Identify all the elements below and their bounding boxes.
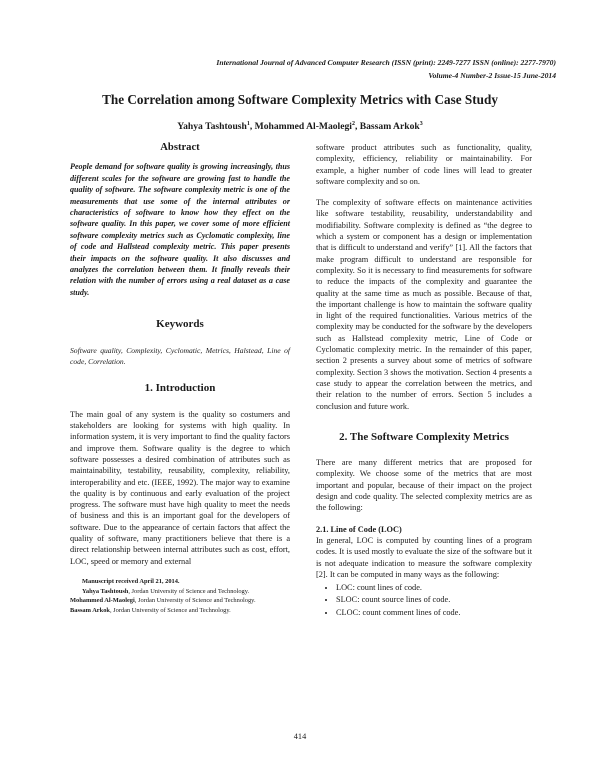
paper-title: The Correlation among Software Complexity Metrics with Case Study	[102, 92, 498, 107]
left-column	[70, 142, 290, 616]
keywords-heading: Keywords	[156, 318, 204, 331]
footnote-author-name: Bassam Arkok	[70, 606, 110, 614]
introduction-heading: 1. Introduction	[144, 382, 216, 395]
footnote-affiliation: , Jordan University of Science and Technology.	[128, 587, 250, 595]
author-affiliation-mark: 1	[246, 121, 250, 127]
footnote-affiliation: , Jordan University of Science and Technology.	[109, 606, 231, 614]
right-column	[316, 142, 532, 619]
keywords-text: Software quality, Complexity, Cyclomatic, Metrics, Halstead, Line of code, Correlation.	[70, 346, 290, 367]
list-item: • LOC: count lines of code.	[336, 582, 532, 593]
author-affiliation-mark: 2	[351, 121, 355, 127]
subsection-heading: 2.1. Line of Code (LOC)	[316, 524, 402, 534]
footnotes	[70, 578, 290, 615]
list-item: • SLOC: count source lines of code.	[336, 594, 532, 605]
abstract-text: People demand for software quality is growing increasingly, thus different scales for the software are growing fast to handle the quality of software. The software complexity metric is one of the measurements that use some of the internal attributes or characteristics of software to know how they effect on the software quality. In this paper, we cover some of more efficient software complexity metrics such as Cyclomatic complexity, line of code and Hallstead complexity metric. This paper presents their impacts on the software quality. It also discusses and analyzes the correlation between them. It finally reveals their relation with the number of errors using a real dataset as a case study.	[70, 162, 290, 297]
author-affiliation-mark: 3	[419, 121, 423, 127]
body-paragraph: The complexity of software effects on maintenance activities like software testability, reusability, understandability and modifiability. Software complexity is defined as “the degree to which a system or component has a design or implementation that is difficult to understand and verify” [1]. All the factors that make program difficult to understand are responsible for complexity. So it is necessary to find measurements for software to reduce the impacts of the complexity and guarantee the quality at the same time as much as possible. Because of that, the important challenge is how to maintain the software quality in light of the required functionalities. Various metrics of the complexity may be conducted for the software by the developers such as Hallstead complexity metric, Line of Code or Cyclomatic complexity metric. In the remainder of this paper, section 2 presents a survey about some of metrics of software complexity. Section 3 shows the motivation. Section 4 presents a case study to appear the correlation between the metrics, and their relation to the number of errors. Section 5 includes a conclusion and future work.	[316, 198, 532, 411]
body-paragraph: In general, LOC is computed by counting lines of a program codes. It is used mostly to evaluate the size of the software but it is not adequate indication to measure the software complexity [2]. It can be computed in many ways as the following:	[316, 535, 532, 579]
list-item: • CLOC: count comment lines of code.	[336, 607, 532, 618]
author-name: Bassam Arkok	[359, 121, 420, 133]
author-list: Yahya Tashtoush$^1$, Mohammed Al-Maolegi$^2$, Bassam Arkok$^3$	[177, 121, 423, 133]
abstract-heading: Abstract	[160, 142, 200, 153]
metric-list	[316, 582, 532, 618]
introduction-text: The main goal of any system is the quality so costumers and stakeholders are looking for systems with high quality. In information system, it is very important to find the quality factors and improve them. Software quality is the degree to which software possesses a desired combination of attributes such as maintainability, testability, reusability, complexity, reliability, interoperability and etc. (IEEE, 1992). The major way to examine the quality is by continuous and early evaluation of the project progress. The software must have high quality to meet the needs of business and this is an important goal for the developers of software. Due to the appearance of certain factors that affect the quality of software, many practitioners believe that there is a direct relationship between internal attributes such as cost, effort, LOC, speed or memory and external	[70, 409, 290, 566]
footnote-author-name: Yahya Tashtoush	[82, 587, 129, 595]
footnote-author-name: Mohammed Al-Maolegi	[70, 597, 135, 605]
body-paragraph: software product attributes such as functionality, quality, complexity, efficiency, reliability or maintainability. For example, a higher number of code lines will lead to greater software complexity and so on.	[316, 143, 532, 186]
journal-issn-line: International Journal of Advanced Computer Research (ISSN (print): 2249-7277 ISSN (online): 2277-7970)	[216, 58, 556, 67]
manuscript-received-note: Manuscript received April 21, 2014.	[82, 577, 180, 585]
author-name: Mohammed Al-Maolegi	[254, 121, 352, 133]
section-2-heading: 2. The Software Complexity Metrics	[339, 430, 509, 443]
author-footnote	[70, 607, 290, 616]
journal-header	[216, 56, 556, 82]
author-name: Yahya Tashtoush	[177, 121, 247, 133]
footnote-affiliation: , Jordan University of Science and Technology.	[134, 597, 256, 605]
author-footnote	[70, 597, 290, 606]
page-number: 414	[293, 732, 307, 741]
author-footnote	[70, 588, 290, 597]
journal-volume-line: Volume-4 Number-2 Issue-15 June-2014	[428, 71, 556, 80]
body-paragraph: There are many different metrics that are proposed for complexity. We choose some of the metrics that are most important and popular, because of their impact on the project design and code quality. The selected complexity metrics are as the following:	[316, 458, 532, 513]
